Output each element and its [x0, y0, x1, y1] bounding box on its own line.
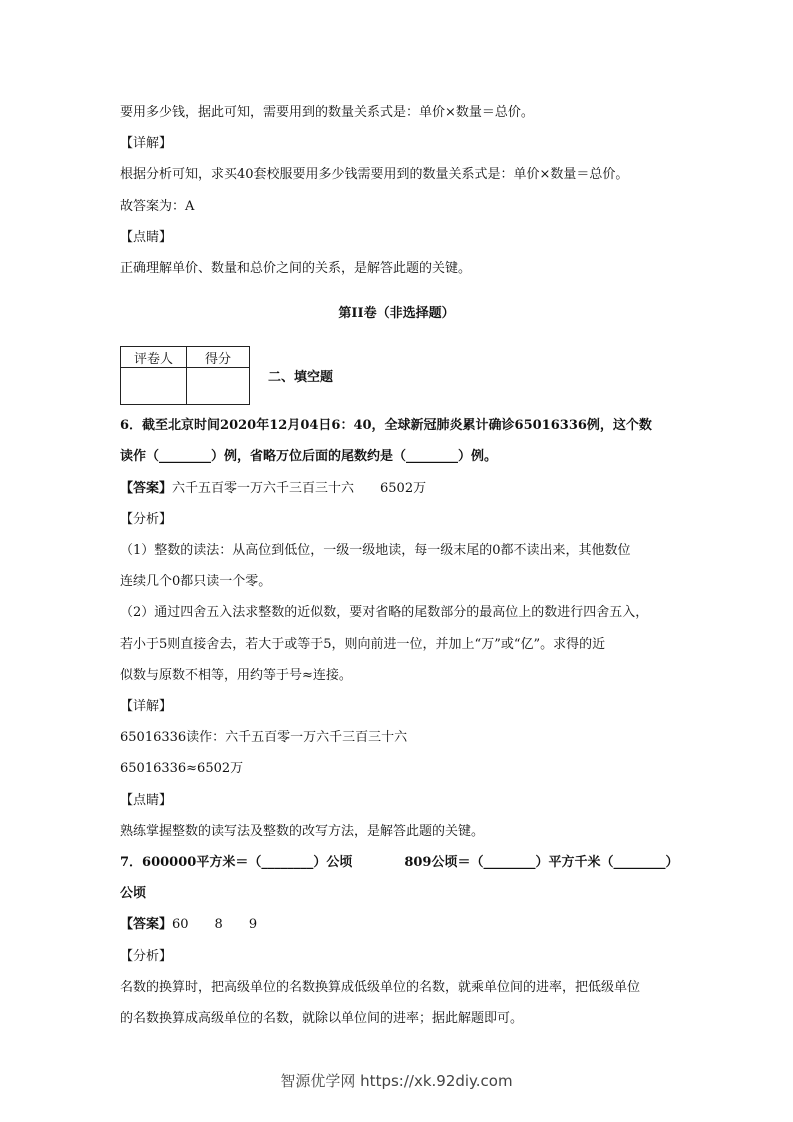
question-6-line: 读作（________）例，省略万位后面的尾数约是（________）例。 — [120, 449, 498, 464]
text-line: 根据分析可知，求买40套校服要用多少钱需要用到的数量关系式是：单价×数量＝总价。 — [120, 167, 629, 182]
question-6-line: 6．截至北京时间2020年12月04日6：40，全球新冠肺炎累计确诊65016336例，这个数 — [120, 418, 652, 433]
text-line: （1）整数的读法：从高位到低位，一级一级地读，每一级末尾的0都不读出来，其他数位 — [120, 543, 631, 558]
text-line: 正确理解单价、数量和总价之间的关系，是解答此题的关键。 — [120, 261, 472, 276]
label-analysis: 【分析】 — [120, 949, 173, 964]
score-table-header-reviewer: 评卷人 — [121, 347, 187, 368]
text-line: （2）通过四舍五入法求整数的近似数，要对省略的尾数部分的最高位上的数进行四舍五入， — [120, 605, 649, 620]
section-title: 第II卷（非选择题） — [338, 306, 455, 321]
text-line: 若小于5则直接舍去，若大于或等于5，则向前进一位，并加上“万”或“亿”。求得的近 — [120, 637, 606, 652]
score-table — [120, 346, 250, 405]
answer-6 — [120, 480, 426, 498]
text-line: 似数与原数不相等，用约等于号≈连接。 — [120, 668, 352, 683]
label-tip: 【点睛】 — [120, 793, 173, 808]
section-heading: 二、填空题 — [268, 370, 334, 385]
text-line: 名数的换算时，把高级单位的名数换算成低级单位的名数，就乘单位间的进率，把低级单位 — [120, 980, 641, 995]
answer-label: 【答案】 — [120, 917, 173, 932]
question-7-line: 公顷 — [120, 886, 147, 901]
label-detail: 【详解】 — [120, 699, 173, 714]
answer-text: 60 8 9 — [172, 917, 258, 932]
score-table-cell — [121, 368, 187, 405]
score-table-header-score: 得分 — [187, 347, 250, 368]
label-analysis: 【分析】 — [120, 512, 173, 527]
question-7-line: 7．600000平方米＝（________）公顷 809公顷＝（________）平方千米（________） — [120, 855, 679, 870]
text-line: 65016336读作：六千五百零一万六千三百三十六 — [120, 730, 408, 745]
text-line: 的名数换算成高级单位的名数，就除以单位间的进率；据此解题即可。 — [120, 1011, 524, 1026]
text-line: 故答案为：A — [120, 199, 195, 214]
answer-7 — [120, 916, 257, 934]
answer-text: 六千五百零一万六千三百三十六 6502万 — [172, 481, 427, 496]
label-detail: 【详解】 — [120, 136, 173, 151]
text-line: 熟练掌握整数的读写法及整数的改写方法，是解答此题的关键。 — [120, 824, 485, 839]
text-line: 65016336≈6502万 — [120, 761, 244, 776]
score-table-cell — [187, 368, 250, 405]
text-line: 要用多少钱，据此可知，需要用到的数量关系式是：单价×数量＝总价。 — [120, 105, 534, 120]
text-line: 连续几个0都只读一个零。 — [120, 574, 272, 589]
footer-watermark: 智源优学网 https://xk.92diy.com — [280, 1072, 513, 1090]
answer-label: 【答案】 — [120, 481, 173, 496]
label-tip: 【点睛】 — [120, 230, 173, 245]
